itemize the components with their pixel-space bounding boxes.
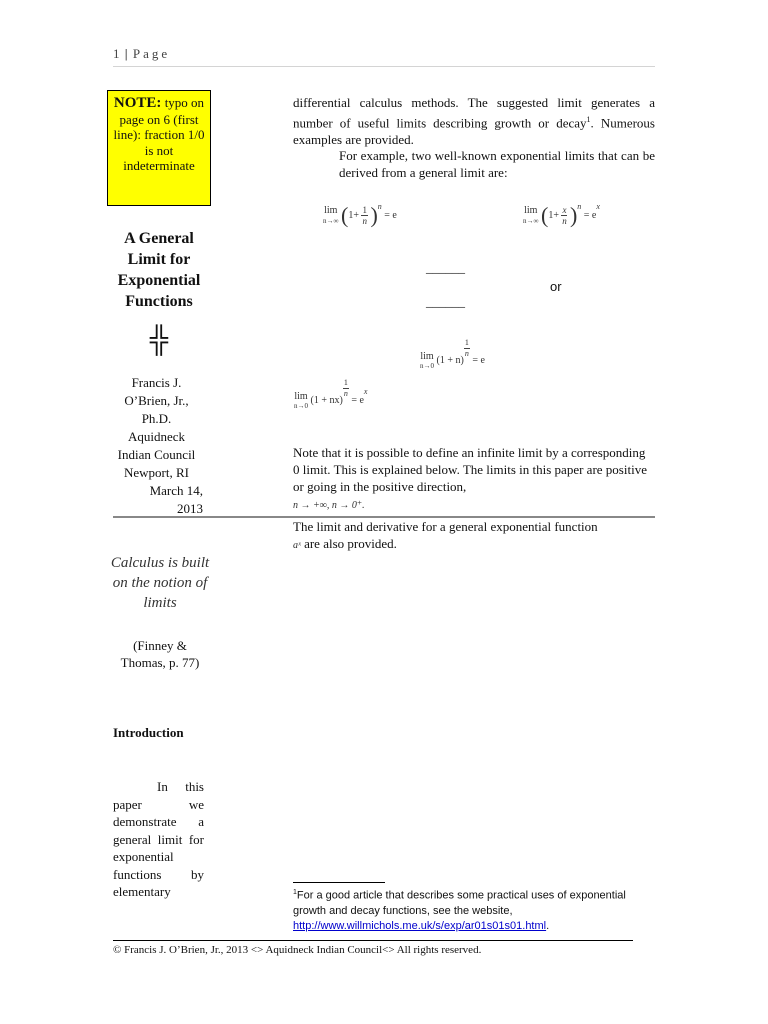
paragraph-3: Note that it is possible to define an infinite limit by a corresponding 0 limit. This is explained below. The limits in this paper are positive or going in the positive direction, n → +∞, n → 0⁺. — [293, 445, 647, 511]
document-title: A General Limit for Exponential Functions — [117, 230, 201, 310]
note-label: NOTE: — [113, 95, 162, 111]
note-text: typo on page on 6 (first line): fraction 1/0 is not indeterminate — [113, 95, 205, 174]
paragraph-2: For example, two well-known exponential limits that can be derived from a general limit are: — [339, 148, 655, 180]
header-rule — [113, 66, 655, 67]
date-line-1: March 14, — [149, 483, 203, 498]
author-org: Aquidneck Indian Council — [117, 429, 196, 462]
epigraph-citation: (Finney & Thomas, p. 77) — [120, 638, 200, 670]
or-label: or — [550, 279, 562, 294]
section-heading: Introduction — [113, 725, 184, 740]
header-separator: | — [124, 46, 129, 61]
formula-limit-e: lim n→∞ (1+ $\frac{1}{n}$ )$^n$ = e — [323, 201, 397, 228]
footer-copyright: © Francis J. O’Brien, Jr., 2013 <> Aquidneck Indian Council<> All rights reserved. — [113, 944, 482, 956]
page-header — [113, 46, 170, 62]
page-word: Page — [132, 46, 171, 61]
intro-paragraph: In this paper we demonstrate a general limit for exponential functions by elementary — [113, 779, 204, 899]
formula-limit-zero-ex: lim n→0 (1 + nx) $\frac{1}{n}$ = $e^x$ — [294, 378, 368, 410]
footnote-link[interactable]: http://www.willmichols.me.uk/s/exp/ar01s01s01.html — [293, 919, 547, 932]
blank-line-2: ______ — [426, 294, 465, 309]
footnote: $^1$For a good article that describes some practical uses of exponential growth and decay functions, see the website, http://www.willmichols.me.uk/s/exp/ar01s01s01.html. — [293, 889, 626, 932]
epigraph-quote: Calculus is built on the notion of limits — [110, 555, 210, 611]
paragraph-4: The limit and derivative for a general exponential function aˣ are also provided. — [293, 519, 598, 551]
footnote-rule — [293, 882, 385, 883]
footnote-ref[interactable]: 1 — [586, 115, 591, 124]
author-location: Newport, RI — [124, 465, 189, 480]
paragraph-1: differential calculus methods. The suggested limit generates a number of useful limits describing growth or decay$^1$. Numerous examples are provided. — [293, 95, 655, 148]
formula-limit-zero-e: lim n→0 (1 + n) $\frac{1}{n}$ = e — [420, 338, 485, 370]
cross-symbol-icon: ╬ — [149, 325, 169, 354]
footer-rule — [113, 940, 633, 941]
page-number: 1 — [113, 46, 121, 61]
author-block — [110, 374, 203, 518]
date-line-2: 2013 — [177, 501, 203, 516]
note-box — [107, 90, 211, 206]
ax-math: aˣ — [293, 540, 301, 551]
direction-math: n → +∞, n → 0⁺. — [293, 500, 365, 511]
blank-line-1: ______ — [426, 260, 465, 275]
author-name: Francis J. O’Brien, Jr., Ph.D. — [124, 375, 189, 426]
formula-limit-ex: lim n→∞ (1+ $\frac{x}{n}$ )$^n = e^x$ — [523, 201, 600, 228]
